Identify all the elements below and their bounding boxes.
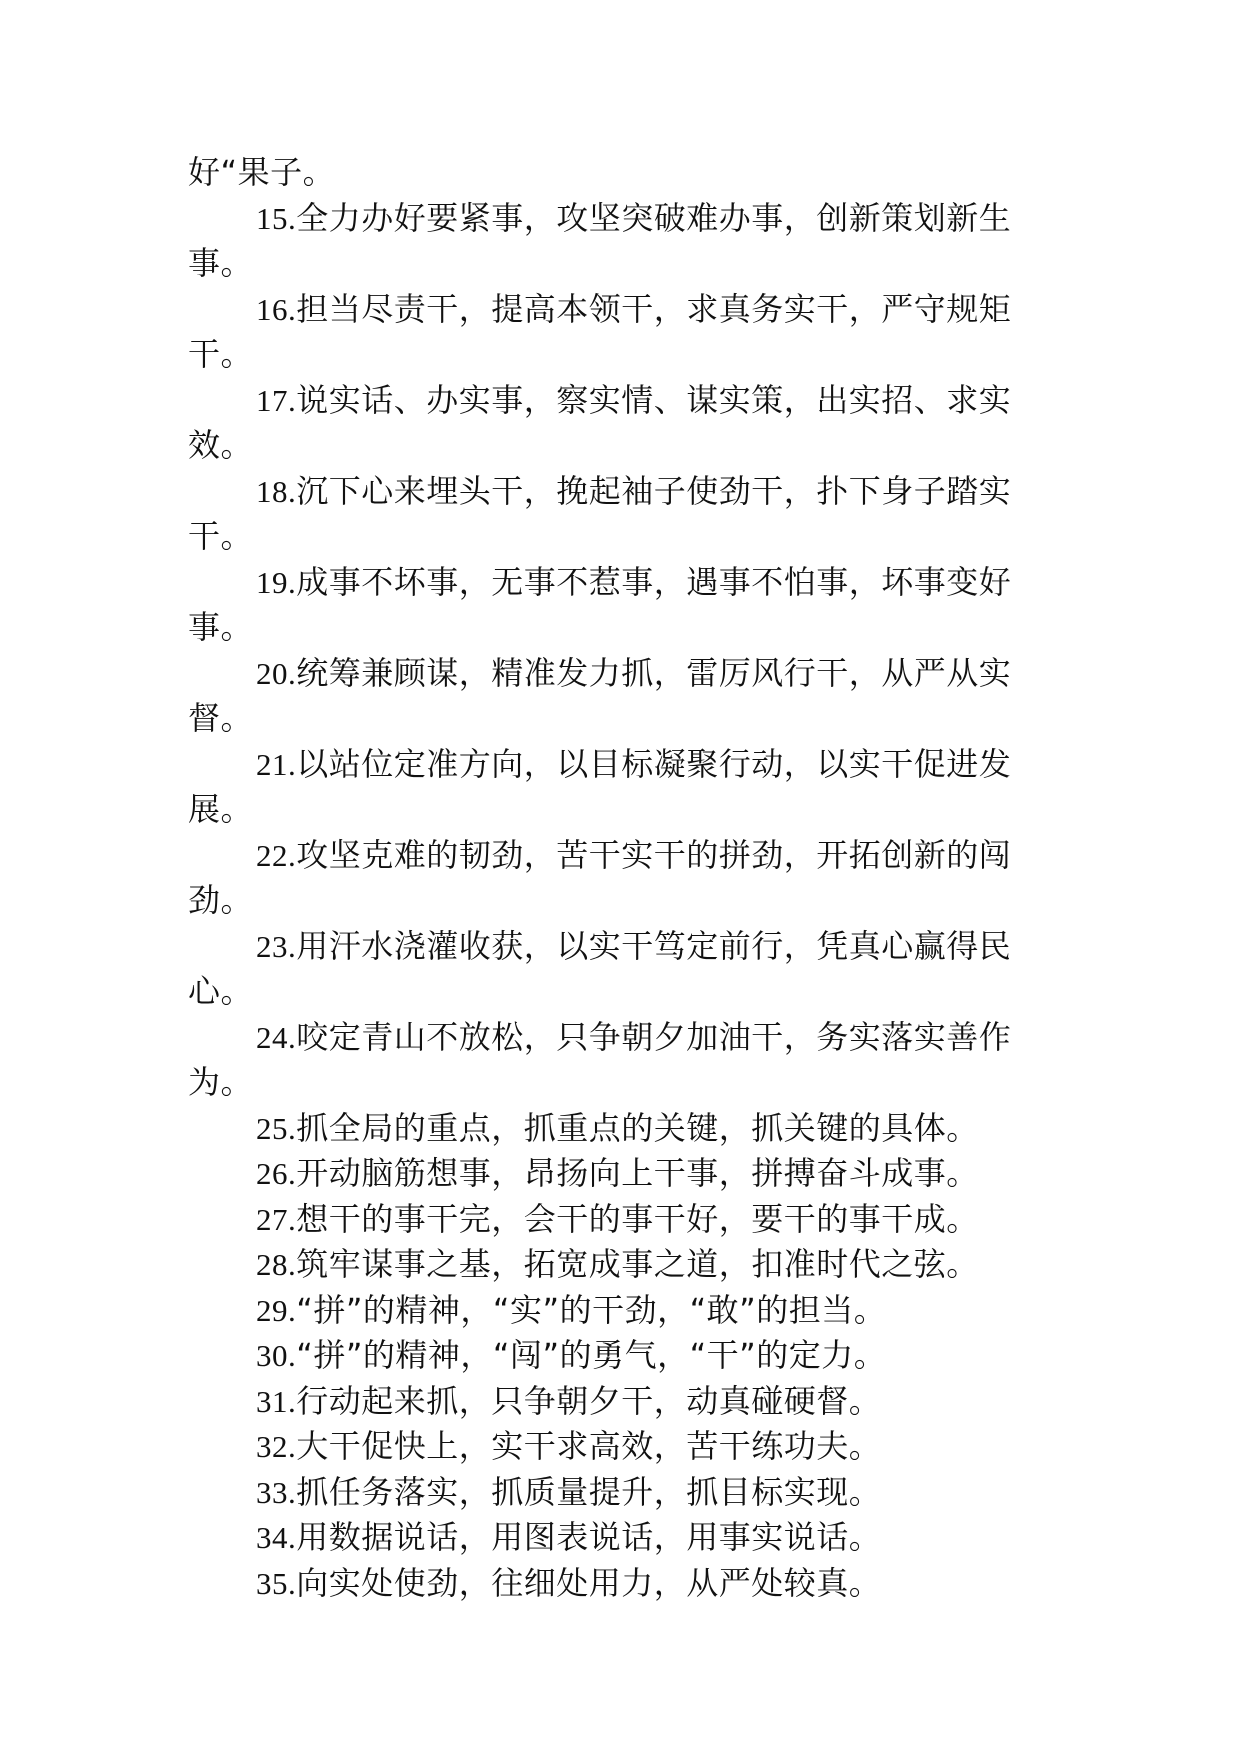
document-body (188, 150, 1058, 1606)
line-text: 以站位定准方向，以目标凝聚行动，以实干促进发 (296, 744, 1012, 783)
line-text: 督。 (188, 699, 254, 737)
item-number: 32. (256, 1429, 297, 1464)
text-line (188, 969, 1058, 1015)
item-number: 27. (256, 1201, 297, 1237)
line-text: 开动脑筋想事，昂扬向上干事，拼搏奋斗成事。 (296, 1154, 979, 1192)
text-line (188, 1470, 1058, 1516)
line-text: 事。 (188, 608, 254, 646)
item-number: 26. (256, 1156, 297, 1191)
text-line (188, 332, 1058, 378)
text-line (188, 1333, 1058, 1379)
text-line (188, 833, 1058, 879)
line-text: 大干促快上，实干求高效，苦干练功夫。 (296, 1427, 882, 1465)
text-line (188, 423, 1058, 469)
text-line (188, 924, 1058, 970)
line-text: 行动起来抓，只争朝夕干，动真碰硬督。 (296, 1381, 882, 1420)
item-number: 35. (256, 1565, 297, 1601)
text-line (188, 605, 1058, 651)
line-text: 劲。 (188, 881, 254, 919)
item-number: 21. (256, 746, 297, 782)
line-text: 干。 (188, 517, 254, 555)
text-line (188, 150, 1058, 196)
text-line (188, 787, 1058, 833)
line-text: 抓全局的重点，抓重点的关键，抓关键的具体。 (296, 1108, 979, 1147)
text-line (188, 514, 1058, 560)
line-text: 为。 (188, 1063, 254, 1101)
text-line (188, 196, 1058, 242)
line-text: 担当尽责干，提高本领干，求真务实干，严守规矩 (296, 289, 1012, 328)
item-number: 25. (256, 1110, 297, 1146)
text-line (188, 1242, 1058, 1288)
line-text: 说实话、办实事，察实情、谋实策，出实招、求实 (296, 380, 1012, 419)
line-text: 效。 (188, 426, 254, 464)
item-number: 24. (256, 1019, 297, 1055)
text-line (188, 560, 1058, 606)
line-text: 咬定青山不放松，只争朝夕加油干，务实落实善作 (296, 1017, 1012, 1056)
line-text: 用汗水浇灌收获，以实干笃定前行，凭真心赢得民 (296, 926, 1012, 965)
line-text: 沉下心来埋头干，挽起袖子使劲干，扑下身子踏实 (296, 471, 1012, 510)
line-text: 事。 (188, 244, 254, 282)
text-line (188, 378, 1058, 424)
item-number: 22. (256, 837, 297, 873)
line-text: 成事不坏事，无事不惹事，遇事不怕事，坏事变好 (296, 562, 1012, 601)
item-number: 31. (256, 1383, 297, 1419)
text-line (188, 287, 1058, 333)
text-line (188, 1288, 1058, 1334)
item-number: 15. (256, 200, 297, 236)
text-line (188, 742, 1058, 788)
text-line (188, 1060, 1058, 1106)
line-text: 统筹兼顾谋，精准发力抓，雷厉风行干，从严从实 (296, 653, 1012, 692)
item-number: 28. (256, 1247, 297, 1282)
text-line (188, 651, 1058, 697)
text-line (188, 1197, 1058, 1243)
text-line (188, 696, 1058, 742)
text-line (188, 1151, 1058, 1197)
text-line (188, 241, 1058, 287)
item-number: 17. (256, 382, 297, 418)
item-number: 16. (256, 291, 297, 327)
item-number: 33. (256, 1474, 297, 1510)
line-text: “拼”的精神，“闯”的勇气，“干”的定力。 (296, 1336, 887, 1374)
text-line (188, 1561, 1058, 1607)
line-text: “拼”的精神，“实”的干劲，“敢”的担当。 (296, 1290, 887, 1329)
line-text: 向实处使劲，往细处用力，从严处较真。 (296, 1563, 882, 1602)
item-number: 23. (256, 928, 297, 964)
text-line (188, 1379, 1058, 1425)
line-text: 用数据说话，用图表说话，用事实说话。 (296, 1518, 882, 1556)
line-text: 干。 (188, 335, 254, 373)
text-line (188, 1106, 1058, 1152)
item-number: 19. (256, 564, 297, 600)
item-number: 18. (256, 473, 297, 509)
text-line (188, 469, 1058, 515)
text-line (188, 1424, 1058, 1470)
line-text: 想干的事干完，会干的事干好，要干的事干成。 (296, 1199, 979, 1238)
item-number: 20. (256, 655, 297, 691)
line-text: 好“果子。 (188, 153, 336, 191)
text-line (188, 1015, 1058, 1061)
item-number: 29. (256, 1292, 297, 1328)
line-text: 筑牢谋事之基，拓宽成事之道，扣准时代之弦。 (296, 1245, 979, 1283)
line-text: 心。 (188, 972, 254, 1010)
line-text: 攻坚克难的韧劲，苦干实干的拼劲，开拓创新的闯 (296, 835, 1012, 874)
text-line (188, 878, 1058, 924)
item-number: 34. (256, 1520, 297, 1555)
line-text: 抓任务落实，抓质量提升，抓目标实现。 (296, 1472, 882, 1511)
text-line (188, 1515, 1058, 1561)
line-text: 展。 (188, 790, 254, 828)
line-text: 全力办好要紧事，攻坚突破难办事，创新策划新生 (296, 198, 1012, 237)
item-number: 30. (256, 1338, 297, 1373)
